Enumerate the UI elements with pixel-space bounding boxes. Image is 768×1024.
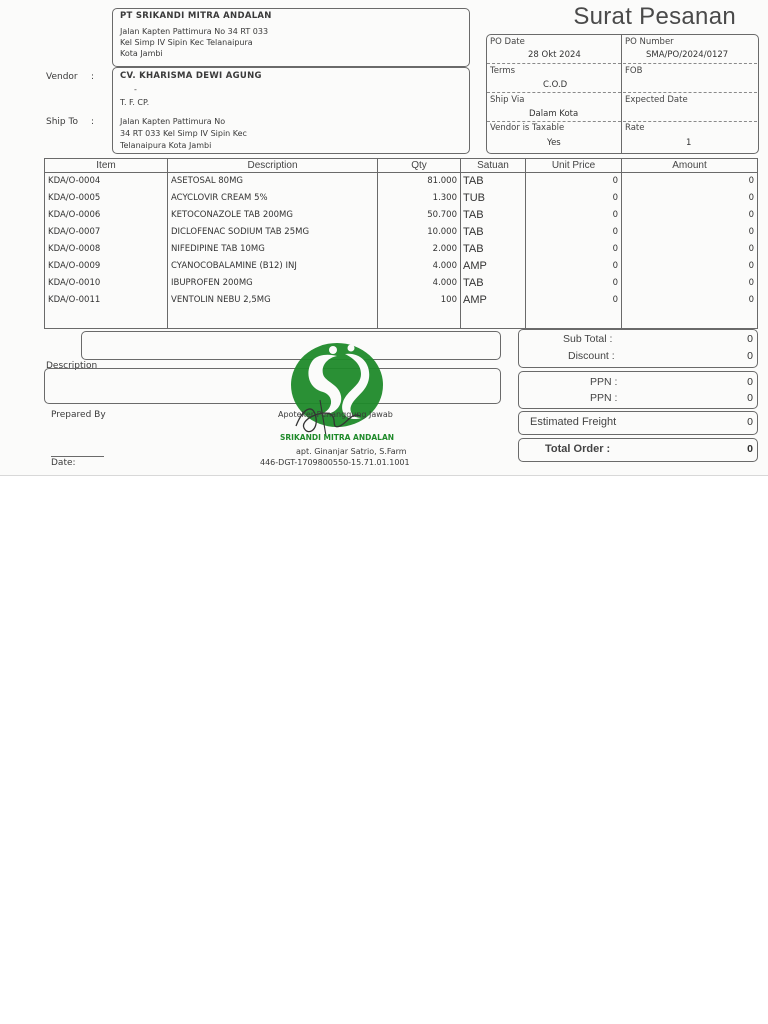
company-address-line-2: Kel Simp IV Sipin Kec Telanaipura — [120, 38, 253, 47]
cell-satuan: AMP — [461, 258, 526, 275]
cell-description: DICLOFENAC SODIUM TAB 25MG — [168, 224, 378, 241]
ppn-label-2: PPN : — [590, 392, 618, 404]
ship-to-colon: : — [91, 117, 95, 127]
cell-description: IBUPROFEN 200MG — [168, 275, 378, 292]
vendor-dash: - — [134, 85, 137, 94]
cell-qty: 4.000 — [378, 258, 461, 275]
header-unit-price: Unit Price — [526, 159, 622, 173]
cell-amount: 0 — [622, 241, 758, 258]
po-number-value: SMA/PO/2024/0127 — [646, 50, 729, 60]
header-item: Item — [45, 159, 168, 173]
freight-value: 0 — [747, 416, 753, 428]
pharmacist-license: 446-DGT-1709800550-15.71.01.1001 — [260, 458, 410, 467]
cell-qty: 100 — [378, 292, 461, 309]
date-label: Date: — [51, 458, 76, 468]
cell-unit-price: 0 — [526, 173, 622, 191]
cell-unit-price: 0 — [526, 275, 622, 292]
cell-qty: 10.000 — [378, 224, 461, 241]
cell-amount: 0 — [622, 207, 758, 224]
taxable-label: Vendor is Taxable — [490, 123, 565, 133]
cell-item: KDA/O-0007 — [45, 224, 168, 241]
purchase-order-document — [0, 0, 768, 476]
ship-to-line-3: Telanaipura Kota Jambi — [120, 141, 212, 150]
po-date-value: 28 Okt 2024 — [528, 50, 581, 60]
vendor-name: CV. KHARISMA DEWI AGUNG — [120, 71, 262, 81]
table-blank-row — [45, 309, 758, 329]
table-header-row — [45, 159, 758, 173]
ppn-value-2: 0 — [747, 392, 753, 404]
cell-amount: 0 — [622, 224, 758, 241]
cell-item: KDA/O-0006 — [45, 207, 168, 224]
ppn-label-1: PPN : — [590, 376, 618, 388]
ship-to-line-2: 34 RT 033 Kel Simp IV Sipin Kec — [120, 129, 247, 138]
expected-date-label: Expected Date — [625, 95, 688, 105]
table-row — [45, 207, 758, 224]
cell-unit-price: 0 — [526, 258, 622, 275]
cell-amount: 0 — [622, 190, 758, 207]
cell-item: KDA/O-0010 — [45, 275, 168, 292]
cell-unit-price: 0 — [526, 241, 622, 258]
cell-item: KDA/O-0005 — [45, 190, 168, 207]
fob-label: FOB — [625, 66, 643, 76]
cell-description: CYANOCOBALAMINE (B12) INJ — [168, 258, 378, 275]
prepared-by-label: Prepared By — [51, 410, 106, 420]
rate-value: 1 — [686, 138, 692, 148]
table-row — [45, 190, 758, 207]
total-order-label: Total Order : — [545, 443, 611, 455]
cell-satuan: TUB — [461, 190, 526, 207]
company-address-line-1: Jalan Kapten Pattimura No 34 RT 033 — [120, 27, 269, 36]
ppn-value-1: 0 — [747, 376, 753, 388]
po-info-divider — [621, 35, 622, 153]
header-satuan: Satuan — [461, 159, 526, 173]
cell-description: ASETOSAL 80MG — [168, 173, 378, 191]
pharmacist-name: apt. Ginanjar Satrio, S.Farm — [296, 447, 407, 456]
cell-qty: 4.000 — [378, 275, 461, 292]
table-row — [45, 173, 758, 191]
description-label: Description — [46, 361, 98, 371]
cell-qty: 1.300 — [378, 190, 461, 207]
cell-unit-price: 0 — [526, 292, 622, 309]
table-row — [45, 258, 758, 275]
company-name: PT SRIKANDI MITRA ANDALAN — [120, 11, 272, 21]
stamp-company-text: SRIKANDI MITRA ANDALAN — [280, 433, 395, 442]
discount-value: 0 — [747, 350, 753, 362]
table-row — [45, 275, 758, 292]
table-row — [45, 292, 758, 309]
header-description: Description — [168, 159, 378, 173]
cell-description: VENTOLIN NEBU 2,5MG — [168, 292, 378, 309]
rate-label: Rate — [625, 123, 645, 133]
cell-item: KDA/O-0008 — [45, 241, 168, 258]
cell-item: KDA/O-0004 — [45, 173, 168, 191]
freight-label: Estimated Freight — [530, 416, 617, 428]
header-amount: Amount — [622, 159, 758, 173]
cell-satuan: AMP — [461, 292, 526, 309]
cell-unit-price: 0 — [526, 190, 622, 207]
cell-item: KDA/O-0011 — [45, 292, 168, 309]
table-row — [45, 224, 758, 241]
sub-total-value: 0 — [747, 333, 753, 345]
ship-to-line-1: Jalan Kapten Pattimura No — [120, 117, 226, 126]
cell-description: KETOCONAZOLE TAB 200MG — [168, 207, 378, 224]
vendor-colon: : — [91, 72, 95, 82]
cell-description: NIFEDIPINE TAB 10MG — [168, 241, 378, 258]
company-address-line-3: Kota Jambi — [120, 49, 163, 58]
ship-via-value: Dalam Kota — [529, 109, 579, 119]
cell-qty: 50.700 — [378, 207, 461, 224]
cell-amount: 0 — [622, 275, 758, 292]
document-title: Surat Pesanan — [573, 3, 736, 30]
cell-satuan: TAB — [461, 207, 526, 224]
items-table — [44, 158, 758, 329]
cell-unit-price: 0 — [526, 207, 622, 224]
cell-amount: 0 — [622, 258, 758, 275]
description-box-bottom — [44, 368, 501, 404]
terms-value: C.O.D — [543, 80, 568, 90]
cell-amount: 0 — [622, 292, 758, 309]
cell-unit-price: 0 — [526, 224, 622, 241]
cell-satuan: TAB — [461, 173, 526, 191]
cell-qty: 2.000 — [378, 241, 461, 258]
table-row — [45, 241, 758, 258]
po-number-label: PO Number — [625, 37, 674, 47]
pharmacist-title: Apoteker Penanggung Jawab — [278, 410, 393, 419]
header-qty: Qty — [378, 159, 461, 173]
vendor-label: Vendor — [46, 72, 78, 82]
sub-total-label: Sub Total : — [563, 333, 613, 345]
cell-description: ACYCLOVIR CREAM 5% — [168, 190, 378, 207]
cell-satuan: TAB — [461, 275, 526, 292]
cell-satuan: TAB — [461, 241, 526, 258]
discount-label: Discount : — [568, 350, 615, 362]
terms-label: Terms — [490, 66, 516, 76]
cell-item: KDA/O-0009 — [45, 258, 168, 275]
taxable-value: Yes — [547, 138, 561, 148]
total-order-value: 0 — [747, 443, 753, 455]
ship-via-label: Ship Via — [490, 95, 525, 105]
cell-amount: 0 — [622, 173, 758, 191]
po-date-label: PO Date — [490, 37, 525, 47]
cell-qty: 81.000 — [378, 173, 461, 191]
cell-satuan: TAB — [461, 224, 526, 241]
ship-to-label: Ship To — [46, 117, 78, 127]
vendor-line-2: T. F. CP. — [120, 98, 150, 107]
